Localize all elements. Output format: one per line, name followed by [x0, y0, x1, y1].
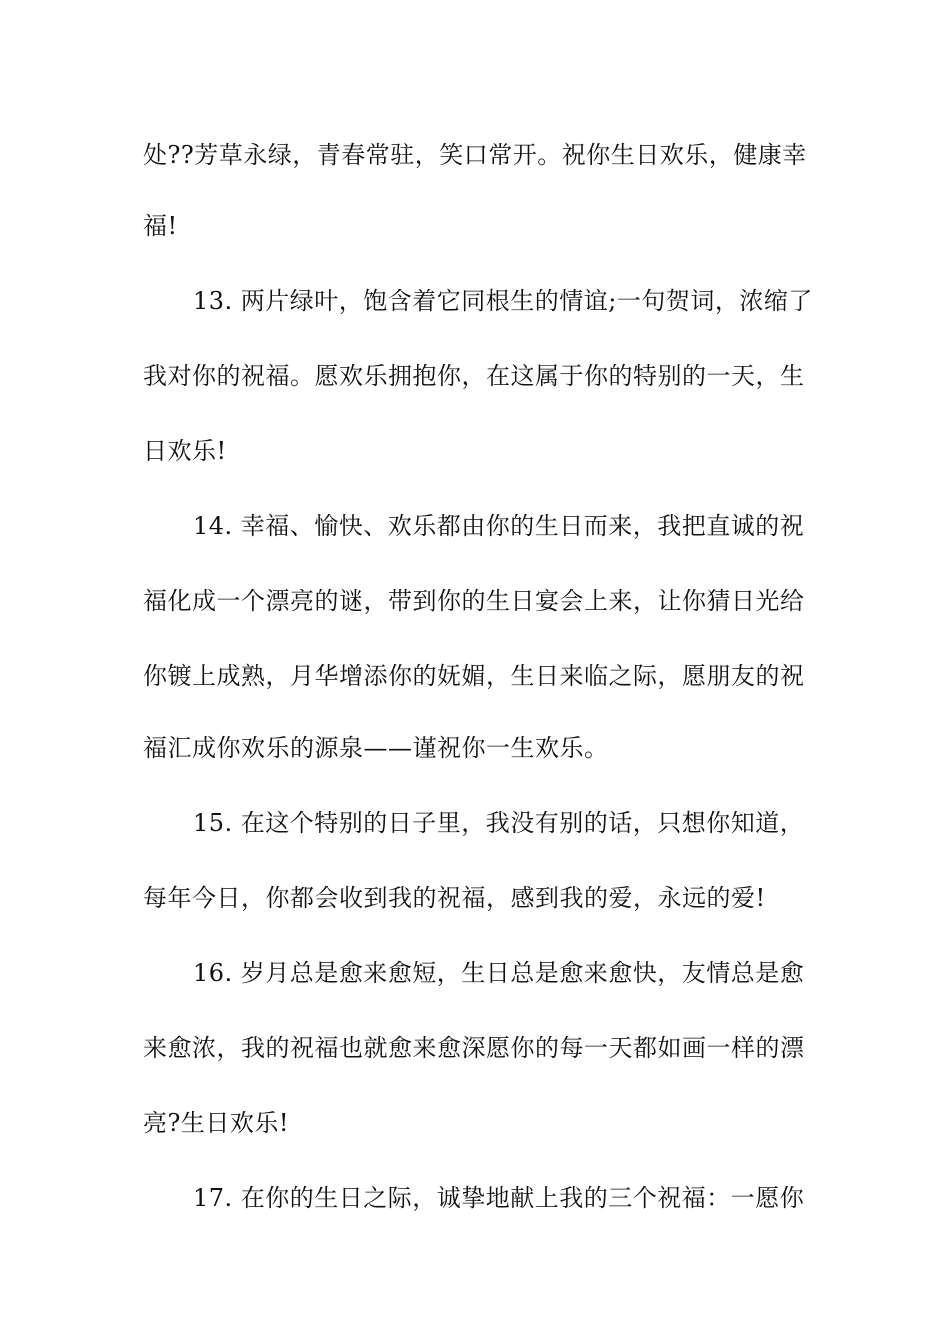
paragraph-15-line: 15. 在这个特别的日子里，我没有别的话，只想你知道， [193, 809, 805, 837]
text-line: 我对你的祝福。愿欢乐拥抱你，在这属于你的特别的一天，生 [143, 362, 805, 390]
text-line: 日欢乐! [143, 437, 227, 465]
paragraph-17-line: 17. 在你的生日之际，诚挚地献上我的三个祝福：一愿你 [193, 1184, 805, 1212]
text-line: 亮?生日欢乐! [143, 1109, 290, 1137]
text-line: 每年今日，你都会收到我的祝福，感到我的爱，永远的爱! [143, 884, 766, 912]
paragraph-13-line: 13. 两片绿叶，饱含着它同根生的情谊;一句贺词，浓缩了 [193, 287, 813, 315]
text-line: 来愈浓，我的祝福也就愈来愈深愿你的每一天都如画一样的漂 [143, 1034, 805, 1062]
text-line: 福! [143, 212, 178, 240]
text-line: 福化成一个漂亮的谜，带到你的生日宴会上来，让你猜日光给 [143, 587, 805, 615]
text-line: 处??芳草永绿，青春常驻，笑口常开。祝你生日欢乐，健康幸 [143, 141, 807, 169]
paragraph-16-line: 16. 岁月总是愈来愈短，生日总是愈来愈快，友情总是愈 [193, 959, 805, 987]
paragraph-14-line: 14. 幸福、愉快、欢乐都由你的生日而来，我把直诚的祝 [193, 512, 805, 540]
text-line: 福汇成你欢乐的源泉——谨祝你一生欢乐。 [143, 734, 609, 762]
text-line: 你镀上成熟，月华增添你的妩媚，生日来临之际，愿朋友的祝 [143, 662, 805, 690]
